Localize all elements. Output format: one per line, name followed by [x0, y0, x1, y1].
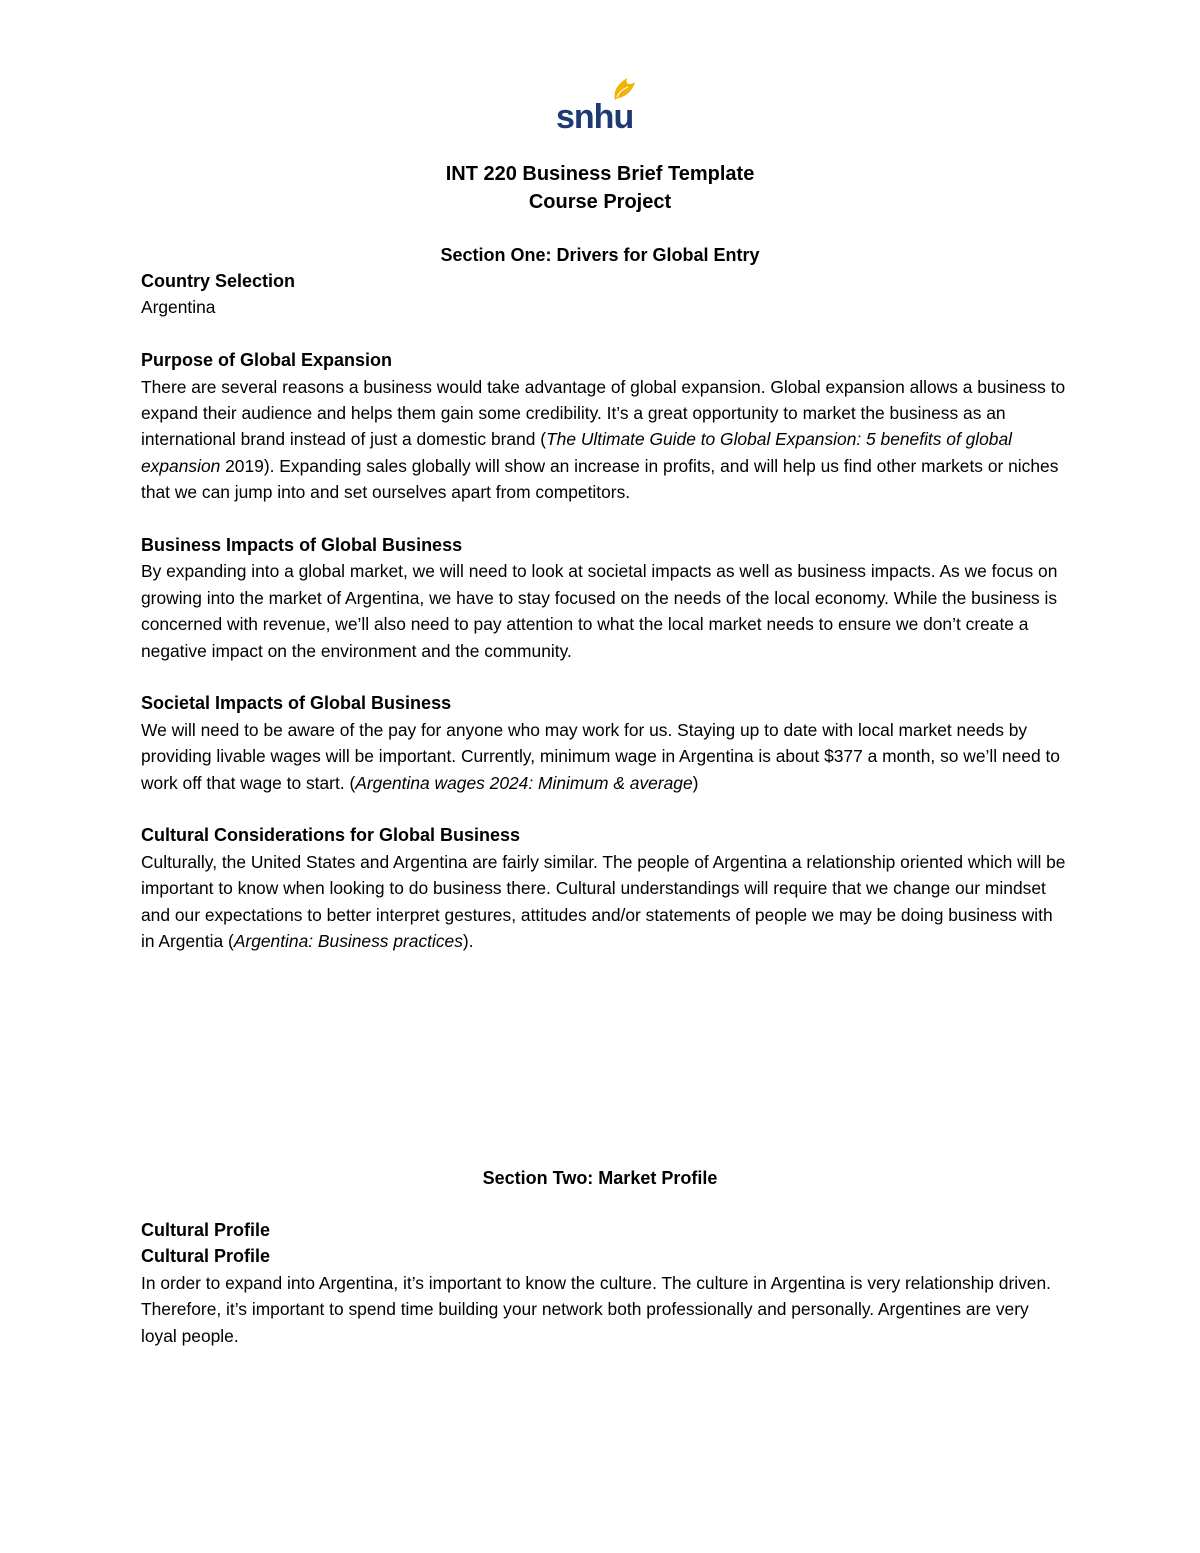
cultural-profile-paragraph: In order to expand into Argentina, it’s important to know the culture. The culture in Argentina is very relationship driven. Therefore, it’s important to spend time building your network both professionally and personally. Argentines are very loyal people.	[141, 1272, 1051, 1346]
country-selection-heading: Country Selection	[141, 271, 296, 291]
country-selection-value: Argentina	[141, 297, 216, 318]
cultural-profile-heading: Cultural Profile	[141, 1220, 271, 1240]
purpose-citation: The Ultimate Guide to Global Expansion: 5 benefits of global expansion	[141, 429, 1013, 476]
societal-impacts-heading: Societal Impacts of Global Business	[141, 693, 452, 714]
cultural-considerations-text-end: ).	[462, 931, 474, 952]
purpose-text-continued: 2019). Expanding sales globally will show an increase in profits, and will help us find other markets or niches that we can jump into and set ourselves apart from competitors.	[141, 455, 1059, 503]
business-impacts-heading: Business Impacts of Global Business	[141, 535, 463, 556]
svg-text:snhu: snhu	[556, 98, 634, 135]
cultural-profile-subheading: Cultural Profile	[141, 1246, 271, 1267]
purpose-paragraph	[141, 374, 1066, 506]
section-one-body	[141, 268, 1066, 955]
snhu-logo	[553, 70, 643, 135]
societal-impacts-citation: Argentina wages 2024: Minimum & average	[355, 772, 693, 793]
cultural-considerations-citation: Argentina: Business practices	[233, 931, 463, 952]
business-impacts-paragraph: By expanding into a global market, we will need to look at societal impacts as well as business impacts. As we focus on growing into the market of Argentina, we have to stay focused on the needs of the local economy. While the business is concerned with revenue, we’ll also need to pay attention to what the local market needs to ensure we don’t create a negative impact on the environment and the community.	[141, 561, 1058, 661]
section-one-heading: Section One: Drivers for Global Entry	[440, 245, 760, 265]
snhu-logo-graphic	[553, 70, 643, 135]
cultural-considerations-text: Culturally, the United States and Argentina are fairly similar. The people of Argentina a relationship oriented which will be important to know when looking to do business there. Cultural understandings will require that we change our mindset and our expectations to better interpret gestures, attitudes and/or statements of people we may be doing business with in Argentia (	[141, 851, 1066, 952]
cultural-considerations-paragraph	[141, 849, 1066, 955]
cultural-considerations-heading: Cultural Considerations for Global Business	[141, 825, 521, 846]
societal-impacts-paragraph	[141, 717, 1066, 796]
section-two-body	[141, 1217, 1066, 1349]
section-two-heading: Section Two: Market Profile	[482, 1168, 718, 1188]
purpose-text: There are several reasons a business would take advantage of global expansion. Global expansion allows a business to expand their audience and helps them gain some credibility. It’s a great opportunity to market the business as an international brand instead of just a domestic brand (	[141, 376, 1066, 450]
document-title: INT 220 Business Brief Template	[445, 163, 755, 185]
societal-impacts-text-end: )	[692, 772, 699, 793]
societal-impacts-text: We will need to be aware of the pay for anyone who may work for us. Staying up to date with local market needs by providing livable wages will be important. Currently, minimum wage in Argentina is about $377 a month, so we’ll need to work off that wage to start. (	[141, 719, 1060, 793]
document-subtitle: Course Project	[528, 191, 672, 213]
purpose-heading: Purpose of Global Expansion	[141, 350, 393, 371]
